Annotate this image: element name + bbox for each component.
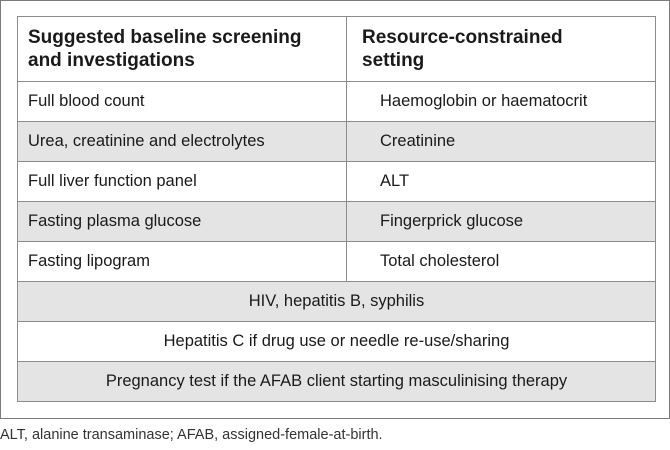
table-caption: ALT, alanine transaminase; AFAB, assigned-female-at-birth. (0, 427, 383, 443)
header-row (18, 17, 656, 82)
header-resource-line2: setting (362, 50, 425, 71)
header-baseline-line2: and investigations (28, 50, 195, 71)
resource-cell: Creatinine (347, 122, 656, 162)
header-baseline-line1: Suggested baseline screening (28, 27, 302, 48)
table-row (18, 82, 656, 122)
table-row (18, 242, 656, 282)
baseline-cell: Urea, creatinine and electrolytes (18, 122, 347, 162)
resource-cell: Total cholesterol (347, 242, 656, 282)
table-row (18, 122, 656, 162)
baseline-cell: Full blood count (18, 82, 347, 122)
baseline-cell: Fasting lipogram (18, 242, 347, 282)
baseline-cell: Full liver function panel (18, 162, 347, 202)
resource-cell: ALT (347, 162, 656, 202)
full-width-cell: Hepatitis C if drug use or needle re-use/sharing (18, 322, 656, 362)
table-row (18, 202, 656, 242)
full-width-cell: Pregnancy test if the AFAB client starting masculinising therapy (18, 362, 656, 402)
full-width-cell: HIV, hepatitis B, syphilis (18, 282, 656, 322)
baseline-cell: Fasting plasma glucose (18, 202, 347, 242)
table-row-full (18, 322, 656, 362)
screening-table (17, 16, 656, 402)
header-resource-constrained (347, 17, 656, 82)
resource-cell: Fingerprick glucose (347, 202, 656, 242)
table-row-full (18, 362, 656, 402)
table-row-full (18, 282, 656, 322)
table-row (18, 162, 656, 202)
header-baseline-screening (18, 17, 347, 82)
header-resource-line1: Resource-constrained (362, 27, 563, 48)
resource-cell: Haemoglobin or haematocrit (347, 82, 656, 122)
